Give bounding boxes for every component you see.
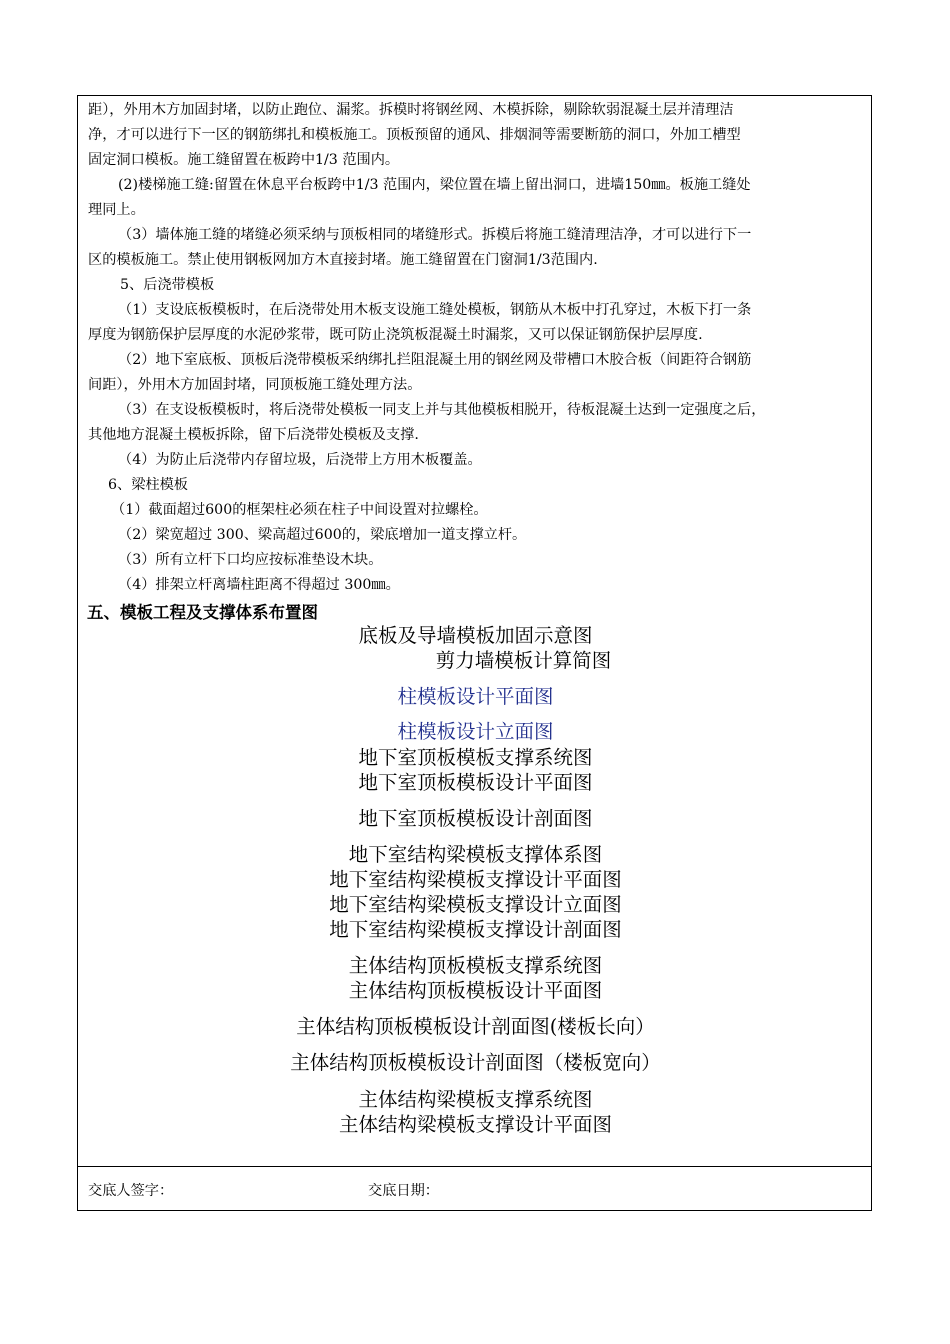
figure-title-link[interactable]: 柱模板设计立面图 (397, 720, 554, 743)
figure-title: 主体结构顶板模板设计剖面图(楼板长向） (296, 1015, 655, 1038)
figure-title: 主体结构顶板模板支撑系统图 (348, 954, 603, 977)
body-line: （1）截面超过600的框架柱必须在柱子中间设置对拉螺栓。 (111, 502, 488, 518)
figure-title: 地下室顶板模板支撑系统图 (358, 746, 593, 769)
body-line: (2)楼梯施工缝:留置在休息平台板跨中1/3 范围内，梁位置在墙上留出洞口，进墙150㎜。板施工缝处 (118, 177, 751, 193)
body-line: 其他地方混凝土模板拆除，留下后浇带处模板及支撑. (88, 427, 419, 443)
figure-title: 地下室顶板模板设计平面图 (358, 771, 593, 794)
figure-title: 地下室结构梁模板支撑设计平面图 (329, 868, 622, 891)
body-line: （2）地下室底板、顶板后浇带模板采纳绑扎拦阻混凝土用的钢丝网及带槽口木胶合板（间距符合钢筋 (118, 352, 752, 368)
body-line: （2）梁宽超过 300、梁高超过600的，梁底增加一道支撑立杆。 (118, 527, 527, 543)
figure-title: 主体结构顶板模板设计剖面图（楼板宽向） (290, 1051, 661, 1074)
figure-title: 剪力墙模板计算简图 (435, 649, 612, 672)
body-line: 区的模板施工。禁止使用钢板网加方木直接封堵。施工缝留置在门窗洞1/3范围内. (88, 252, 598, 268)
body-line: 厚度为钢筋保护层厚度的水泥砂浆带，既可防止浇筑板混凝土时漏浆，又可以保证钢筋保护层厚度. (88, 327, 703, 343)
figure-title: 底板及导墙模板加固示意图 (358, 624, 593, 647)
body-line: 间距），外用木方加固封堵，同顶板施工缝处理方法。 (88, 377, 422, 393)
body-line: 固定洞口模板。施工缝留置在板跨中1/3 范围内。 (88, 152, 400, 168)
body-line: 净，才可以进行下一区的钢筋绑扎和模板施工。顶板预留的通风、排烟洞等需要断筋的洞口，外加工槽型 (88, 127, 741, 143)
figure-title: 地下室结构梁模板支撑体系图 (348, 843, 603, 866)
body-line: （3）在支设板模板时，将后浇带处模板一同支上并与其他模板相脱开，待板混凝土达到一定强度之后， (118, 402, 766, 418)
body-line: 距），外用木方加固封堵，以防止跑位、漏浆。拆模时将钢丝网、木模拆除，剔除软弱混凝土层并清理洁 (88, 102, 734, 118)
date-label: 交底日期： (368, 1183, 439, 1199)
body-line: （3）墙体施工缝的堵缝必须采纳与顶板相同的堵缝形式。拆模后将施工缝清理洁净，才可以进行下一 (118, 227, 752, 243)
body-line: （4）排架立杆离墙柱距离不得超过 300㎜。 (118, 577, 400, 593)
figure-title: 主体结构梁模板支撑设计平面图 (338, 1113, 612, 1136)
subsection-title: 6、梁柱模板 (108, 477, 188, 493)
signer-label: 交底人签字： (88, 1183, 174, 1199)
body-line: （1）支设底板模板时，在后浇带处用木板支设施工缝处模板，钢筋从木板中打孔穿过，木板下打一条 (118, 302, 752, 318)
footer-divider (78, 1166, 871, 1167)
figure-title-link[interactable]: 柱模板设计平面图 (397, 685, 554, 708)
section-heading: 五、模板工程及支撑体系布置图 (87, 603, 318, 622)
figure-title: 地下室结构梁模板支撑设计立面图 (329, 893, 622, 916)
figure-title: 地下室结构梁模板支撑设计剖面图 (329, 918, 622, 941)
body-line: （4）为防止后浇带内存留垃圾，后浇带上方用木板覆盖。 (118, 452, 482, 468)
subsection-title: 5、后浇带模板 (120, 277, 215, 293)
document-frame (77, 95, 872, 1211)
body-line: 理同上。 (88, 202, 145, 218)
figure-title: 主体结构梁模板支撑系统图 (358, 1088, 593, 1111)
figure-title: 主体结构顶板模板设计平面图 (348, 979, 603, 1002)
figure-title: 地下室顶板模板设计剖面图 (358, 807, 593, 830)
body-line: （3）所有立杆下口均应按标准垫设木块。 (118, 552, 383, 568)
